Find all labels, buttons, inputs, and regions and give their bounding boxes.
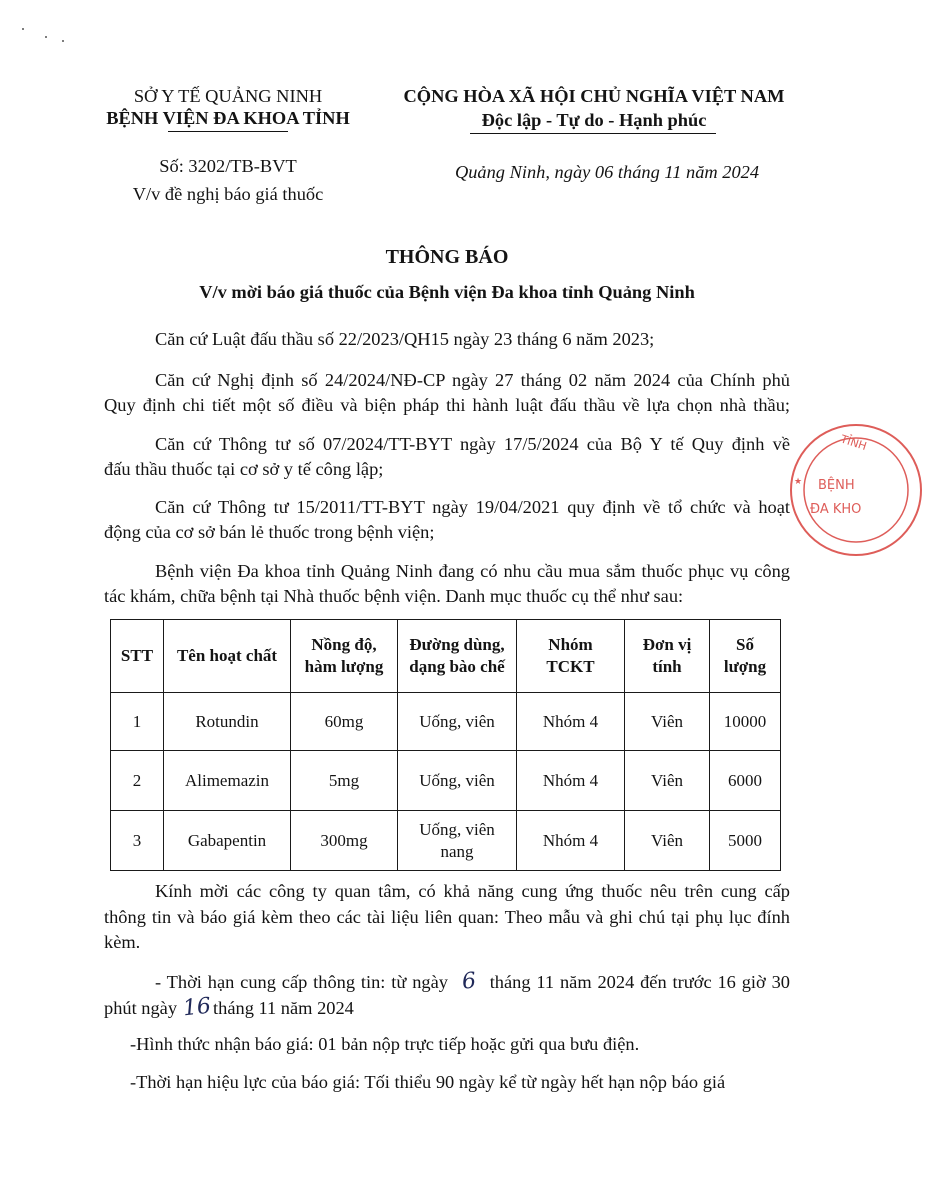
column-header-label: Đường dùng, bbox=[409, 635, 505, 654]
cell-technical-group: Nhóm 4 bbox=[517, 693, 625, 751]
cell-technical-group: Nhóm 4 bbox=[517, 811, 625, 871]
cell-stt: 3 bbox=[111, 811, 164, 871]
basis-line: Căn cứ Luật đấu thầu số 22/2023/QH15 ngày 23 tháng 6 năm 2023; bbox=[155, 329, 655, 349]
handwritten-end-day: 16 bbox=[181, 993, 213, 1022]
table-row bbox=[111, 811, 781, 871]
basis-line: Căn cứ Thông tư số 07/2024/TT-BYT ngày 17/5/2024 của Bộ Y tế Quy định về bbox=[155, 434, 790, 454]
basis-line: đấu thầu thuốc tại cơ sở y tế công lập; bbox=[104, 459, 384, 479]
deadline-text: tháng 11 năm 2024 bbox=[213, 998, 354, 1018]
column-header-active-ingredient bbox=[164, 620, 291, 693]
intro-line: tác khám, chữa bệnh tại Nhà thuốc bệnh viện. Danh mục thuốc cụ thể như sau: bbox=[104, 586, 684, 606]
cell-quantity: 5000 bbox=[710, 811, 781, 871]
column-header-label: TCKT bbox=[546, 657, 595, 676]
column-header-label: Đơn vị tính bbox=[642, 635, 692, 676]
place-and-date: Quảng Ninh, ngày 06 tháng 11 năm 2024 bbox=[454, 162, 760, 182]
cell-concentration: 60mg bbox=[291, 693, 398, 751]
country-name: CỘNG HÒA XÃ HỘI CHỦ NGHĨA VIỆT NAM bbox=[403, 86, 785, 106]
stamp-star-mark: ★ bbox=[794, 477, 803, 487]
submission-method: -Hình thức nhận báo giá: 01 bản nộp trực tiếp hoặc gửi qua bưu điện. bbox=[130, 1034, 640, 1054]
scan-speck bbox=[22, 28, 24, 30]
column-header-label: STT bbox=[120, 646, 154, 665]
cell-route-dosage-form: Uống, viên bbox=[398, 751, 517, 811]
deadline-text: phút ngày bbox=[104, 998, 178, 1018]
cell-stt: 2 bbox=[111, 751, 164, 811]
cell-unit: Viên bbox=[625, 693, 710, 751]
cell-concentration: 5mg bbox=[291, 751, 398, 811]
scan-speck bbox=[62, 40, 64, 42]
cell-active-ingredient: Alimemazin bbox=[164, 751, 291, 811]
stamp-line-2: ĐA KHO bbox=[810, 502, 862, 517]
agency-name: SỞ Y TẾ QUẢNG NINH bbox=[133, 86, 323, 106]
cell-technical-group: Nhóm 4 bbox=[517, 751, 625, 811]
document-subject: V/v đề nghị báo giá thuốc bbox=[132, 184, 324, 204]
national-motto: Độc lập - Tự do - Hạnh phúc bbox=[481, 110, 707, 130]
motto-underline bbox=[470, 133, 716, 134]
column-header-label: Tên hoạt chất bbox=[176, 646, 278, 665]
cell-quantity: 6000 bbox=[710, 751, 781, 811]
cell-active-ingredient: Gabapentin bbox=[164, 811, 291, 871]
column-header-label: Số bbox=[736, 635, 754, 654]
cell-route-dosage-form: Uống, viên nang bbox=[398, 811, 517, 871]
column-header-unit bbox=[625, 620, 710, 693]
cell-concentration: 300mg bbox=[291, 811, 398, 871]
invitation-line: kèm. bbox=[104, 932, 141, 952]
scan-speck bbox=[45, 36, 47, 38]
deadline-text: - Thời hạn cung cấp thông tin: từ ngày bbox=[155, 972, 448, 992]
column-header-label: Nhóm bbox=[548, 635, 593, 654]
basis-line: Căn cứ Thông tư 15/2011/TT-BYT ngày 19/04/2021 quy định về tổ chức và hoạt bbox=[155, 497, 790, 517]
table-header-row bbox=[111, 620, 781, 693]
drug-table bbox=[110, 619, 781, 871]
cell-unit: Viên bbox=[625, 751, 710, 811]
cell-quantity: 10000 bbox=[710, 693, 781, 751]
deadline-line bbox=[155, 969, 790, 994]
column-header-label: hàm lượng bbox=[304, 657, 384, 676]
column-header-stt bbox=[111, 620, 164, 693]
invitation-line: thông tin và báo giá kèm theo các tài liệu liên quan: Theo mẫu và ghi chú tại phụ lục đính bbox=[104, 907, 790, 927]
deadline-line bbox=[104, 995, 790, 1020]
column-header-label: Nồng độ, bbox=[311, 635, 377, 654]
basis-line: Căn cứ Nghị định số 24/2024/NĐ-CP ngày 27 tháng 02 năm 2024 của Chính phủ bbox=[155, 370, 790, 390]
hospital-name: BỆNH VIỆN ĐA KHOA TỈNH bbox=[106, 108, 350, 128]
page-subtitle: V/v mời báo giá thuốc của Bệnh viện Đa khoa tỉnh Quảng Ninh bbox=[199, 282, 695, 302]
stamp-graphic bbox=[782, 418, 942, 568]
column-header-concentration bbox=[291, 620, 398, 693]
table-row bbox=[111, 693, 781, 751]
column-header-quantity bbox=[710, 620, 781, 693]
invitation-line: Kính mời các công ty quan tâm, có khả năng cung ứng thuốc nêu trên cung cấp bbox=[155, 881, 790, 901]
stamp-line-1: BỆNH bbox=[818, 478, 855, 493]
table-row bbox=[111, 751, 781, 811]
stamp-top-text: TỈNH bbox=[839, 432, 869, 454]
cell-active-ingredient: Rotundin bbox=[164, 693, 291, 751]
hospital-name-underline bbox=[168, 131, 288, 132]
deadline-text: tháng 11 năm 2024 đến trước 16 giờ 30 bbox=[489, 972, 790, 992]
column-header-label: lượng bbox=[723, 657, 767, 676]
column-header-label: dạng bào chế bbox=[409, 657, 505, 676]
cell-route-dosage-form: Uống, viên bbox=[398, 693, 517, 751]
intro-line: Bệnh viện Đa khoa tỉnh Quảng Ninh đang có nhu cầu mua sắm thuốc phục vụ công bbox=[155, 561, 790, 581]
column-header-technical-group bbox=[517, 620, 625, 693]
quote-validity: -Thời hạn hiệu lực của báo giá: Tối thiểu 90 ngày kể từ ngày hết hạn nộp báo giá bbox=[130, 1072, 726, 1092]
hospital-stamp bbox=[782, 418, 869, 568]
column-header-route-dosage-form bbox=[398, 620, 517, 693]
cell-unit: Viên bbox=[625, 811, 710, 871]
document-number: Số: 3202/TB-BVT bbox=[159, 156, 297, 176]
basis-line: Quy định chi tiết một số điều và biện pháp thi hành luật đấu thầu về lựa chọn nhà thầu; bbox=[104, 395, 790, 415]
basis-line: động của cơ sở bán lẻ thuốc trong bệnh viện; bbox=[104, 522, 435, 542]
handwritten-start-day: 6 bbox=[460, 968, 478, 995]
cell-stt: 1 bbox=[111, 693, 164, 751]
page-title: THÔNG BÁO bbox=[385, 246, 509, 268]
